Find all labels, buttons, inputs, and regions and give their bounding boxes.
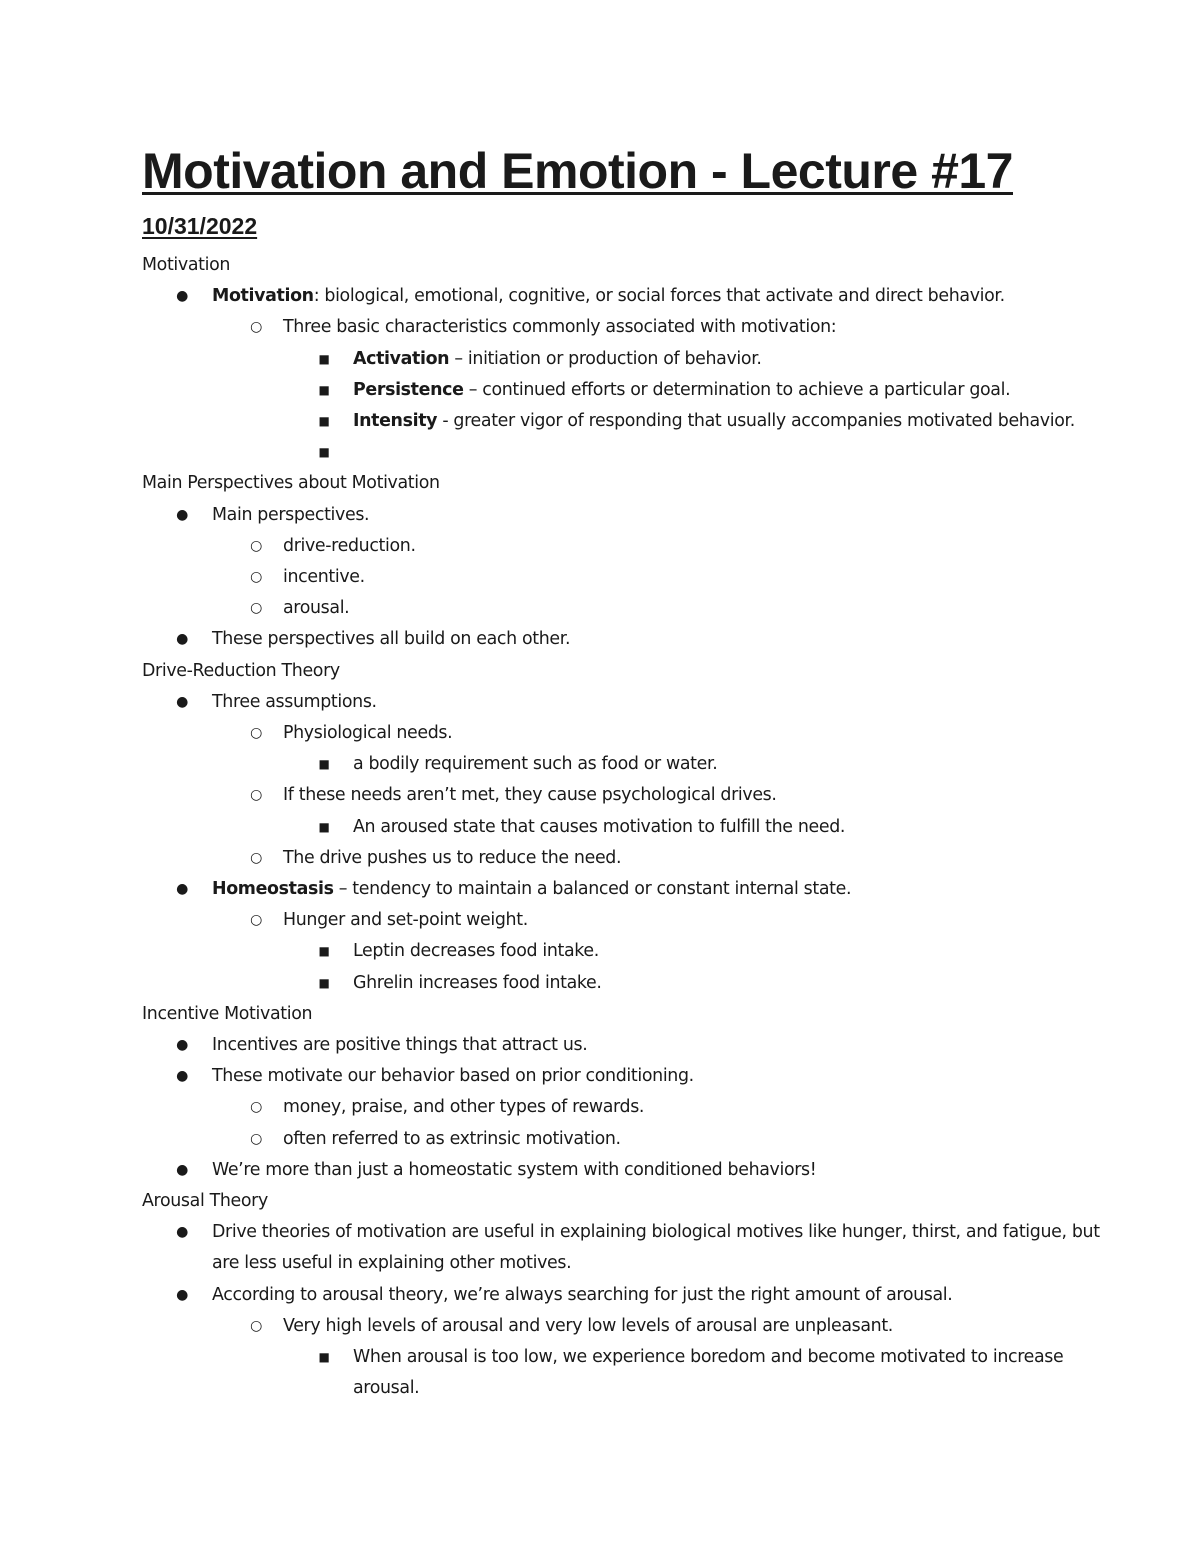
item-text: – initiation or production of behavior. xyxy=(449,348,762,369)
item-text: – continued efforts or determination to achieve a particular goal. xyxy=(463,379,1011,400)
list-item xyxy=(250,1124,621,1155)
item-text: – tendency to maintain a balanced or constant internal state. xyxy=(333,879,852,899)
item-text: arousal. xyxy=(283,598,350,619)
bullet-disc-icon: ● xyxy=(176,881,188,897)
bullet-square-icon: ■ xyxy=(318,1350,330,1364)
item-text: Physiological needs. xyxy=(283,723,453,743)
item-text: a bodily requirement such as food or water. xyxy=(353,754,718,775)
item-text: According to arousal theory, we’re always searching for just the right amount of arousal. xyxy=(212,1284,953,1305)
bullet-circle-icon: ○ xyxy=(250,787,262,804)
item-text: : biological, emotional, cognitive, or social forces that activate and direct behavior. xyxy=(313,286,1005,307)
item-text: An aroused state that causes motivation to fulfill the need. xyxy=(353,816,846,837)
section-heading xyxy=(142,999,312,1030)
item-text: drive-reduction. xyxy=(283,535,416,556)
list-item xyxy=(318,968,602,999)
bullet-circle-icon: ○ xyxy=(250,912,262,929)
bullet-disc-icon: ● xyxy=(176,631,188,648)
item-text: Drive-Reduction Theory xyxy=(142,660,340,681)
document-title: Motivation and Emotion - Lecture #17 xyxy=(142,143,1013,199)
list-item xyxy=(250,562,365,593)
bullet-disc-icon: ● xyxy=(176,1224,188,1241)
item-text: These perspectives all build on each other. xyxy=(212,629,571,650)
item-text: If these needs aren’t met, they cause psychological drives. xyxy=(283,785,777,806)
list-item xyxy=(250,531,416,562)
list-item xyxy=(318,406,1075,437)
item-text: Drive theories of motivation are useful in explaining biological motives like hunger, thirst, and fatigue, but xyxy=(212,1222,1100,1243)
bullet-square-icon: ■ xyxy=(318,414,330,428)
list-item xyxy=(250,1092,645,1123)
item-text: When arousal is too low, we experience boredom and become motivated to increase xyxy=(353,1347,1064,1367)
term-bold: Persistence xyxy=(353,379,464,400)
list-item xyxy=(176,1280,953,1311)
section-heading xyxy=(142,250,230,281)
bullet-circle-icon: ○ xyxy=(250,725,262,741)
term-bold: Intensity xyxy=(353,411,438,431)
list-item xyxy=(176,624,571,655)
bullet-disc-icon: ● xyxy=(176,288,188,305)
term-bold: Homeostasis xyxy=(212,879,334,899)
list-item xyxy=(318,749,718,780)
bullet-square-icon: ■ xyxy=(318,445,330,460)
bullet-disc-icon: ● xyxy=(176,1161,188,1178)
list-item xyxy=(250,1311,893,1342)
item-text: often referred to as extrinsic motivation. xyxy=(283,1128,621,1149)
list-item xyxy=(212,1248,571,1279)
bullet-disc-icon: ● xyxy=(176,693,188,710)
item-text: Main Perspectives about Motivation xyxy=(142,473,440,494)
section-heading xyxy=(142,1186,268,1217)
list-item xyxy=(176,1217,1100,1248)
bullet-square-icon: ■ xyxy=(318,757,330,772)
list-item xyxy=(176,1030,588,1061)
list-item xyxy=(176,874,852,905)
item-text: - greater vigor of responding that usually accompanies motivated behavior. xyxy=(437,411,1075,431)
section-heading xyxy=(142,468,440,499)
item-text: Incentive Motivation xyxy=(142,1003,313,1024)
bullet-square-icon: ■ xyxy=(318,351,330,366)
item-text: Arousal Theory xyxy=(142,1191,268,1211)
item-text: arousal. xyxy=(353,1378,420,1399)
bullet-circle-icon: ○ xyxy=(250,600,262,617)
item-text: The drive pushes us to reduce the need. xyxy=(283,847,622,868)
bullet-disc-icon: ● xyxy=(176,506,188,523)
list-item xyxy=(353,1373,419,1404)
term-bold: Motivation xyxy=(212,286,314,307)
list-item xyxy=(250,718,453,749)
item-text: incentive. xyxy=(283,567,365,587)
bullet-circle-icon: ○ xyxy=(250,537,262,554)
list-item xyxy=(318,936,599,967)
item-text: are less useful in explaining other motives. xyxy=(212,1253,572,1274)
list-item xyxy=(250,905,528,936)
list-item xyxy=(318,375,1011,406)
list-item xyxy=(318,812,846,843)
item-text: These motivate our behavior based on prior conditioning. xyxy=(212,1066,694,1087)
list-item xyxy=(250,312,837,343)
bullet-square-icon: ■ xyxy=(318,819,330,834)
item-text: Three basic characteristics commonly associated with motivation: xyxy=(283,317,837,338)
bullet-square-icon: ■ xyxy=(318,944,330,959)
bullet-circle-icon: ○ xyxy=(250,849,262,866)
item-text: Motivation xyxy=(142,255,231,275)
bullet-disc-icon: ● xyxy=(176,1286,188,1303)
list-item xyxy=(176,281,1005,312)
document-date: 10/31/2022 xyxy=(142,213,258,239)
item-text: We’re more than just a homeostatic system with conditioned behaviors! xyxy=(212,1159,817,1180)
item-text: Three assumptions. xyxy=(212,691,377,712)
list-item xyxy=(176,687,377,718)
list-item xyxy=(318,1342,1064,1373)
list-item xyxy=(176,1061,694,1092)
item-text: Ghrelin increases food intake. xyxy=(353,972,602,993)
item-text: Main perspectives. xyxy=(212,504,370,525)
bullet-circle-icon: ○ xyxy=(250,319,262,336)
bullet-square-icon: ■ xyxy=(318,382,330,397)
item-text: money, praise, and other types of rewards. xyxy=(283,1097,645,1118)
bullet-disc-icon: ● xyxy=(176,1037,188,1053)
list-item xyxy=(250,843,622,874)
bullet-circle-icon: ○ xyxy=(250,1130,262,1147)
list-item xyxy=(176,1155,817,1186)
item-text: Incentives are positive things that attract us. xyxy=(212,1035,588,1055)
bullet-circle-icon: ○ xyxy=(250,1317,262,1334)
bullet-disc-icon: ● xyxy=(176,1068,188,1085)
item-text: Hunger and set-point weight. xyxy=(283,910,528,931)
list-item xyxy=(176,500,370,531)
bullet-square-icon: ■ xyxy=(318,975,330,990)
term-bold: Activation xyxy=(353,348,450,369)
item-text: Leptin decreases food intake. xyxy=(353,941,599,962)
bullet-circle-icon: ○ xyxy=(250,1099,262,1116)
list-item xyxy=(250,780,777,811)
section-heading xyxy=(142,656,340,687)
list-item xyxy=(250,593,350,624)
list-item xyxy=(318,344,762,375)
item-text: Very high levels of arousal and very low levels of arousal are unpleasant. xyxy=(283,1315,893,1336)
bullet-circle-icon: ○ xyxy=(250,569,262,585)
